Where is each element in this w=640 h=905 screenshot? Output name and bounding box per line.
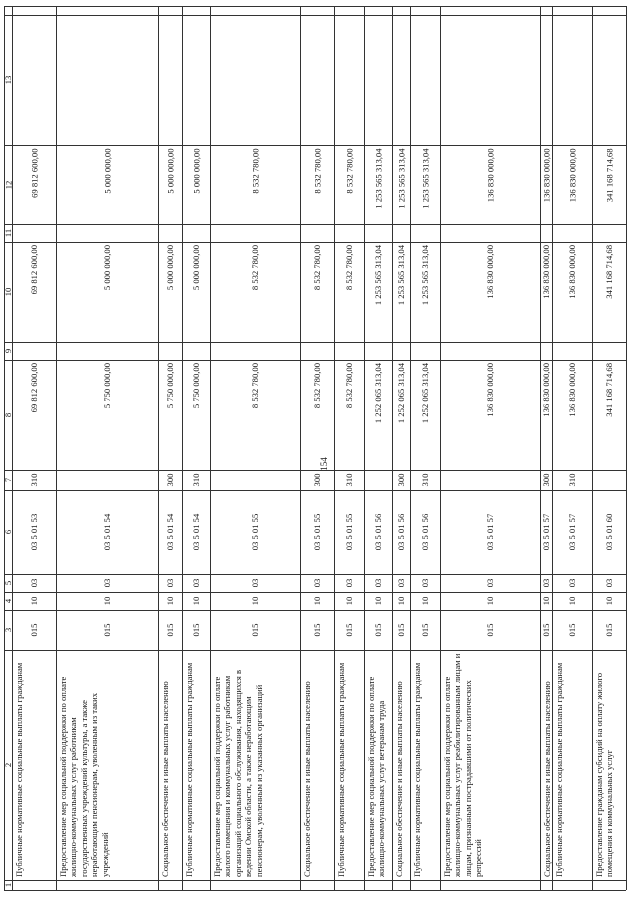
table-cell-r9-c9 — [392, 342, 410, 360]
header-col-4: 4 — [2, 598, 13, 604]
table-cell-r12-c13 — [540, 15, 552, 145]
table-cell-r6-c8: 8 532 780,00 — [311, 363, 322, 409]
table-cell-r1-c2: Публичные нормативные социальные выплаты гражданам — [14, 662, 24, 877]
table-cell-r1-c3: 015 — [28, 623, 39, 637]
table-cell-r7-c11 — [334, 224, 364, 242]
table-cell-r6-c3: 015 — [311, 623, 322, 637]
header-col-1: 1 — [2, 882, 13, 888]
table-cell-r4-c5: 03 — [190, 578, 201, 588]
table-cell-r11-c10: 136 830 000,00 — [484, 245, 495, 299]
table-cell-r9-c4: 10 — [395, 596, 406, 606]
header-col-12: 12 — [2, 180, 13, 189]
header-col-3: 3 — [2, 627, 13, 633]
table-cell-r14-c10: 341 168 714,68 — [603, 245, 614, 299]
table-cell-r11-c13 — [440, 15, 540, 145]
table-cell-r1-c12: 69 812 600,00 — [28, 148, 39, 198]
table-cell-r9-c6: 03 5 01 56 — [395, 513, 406, 551]
table-cell-r6-c10: 8 532 780,00 — [311, 245, 322, 291]
table-cell-r7-c5: 03 — [343, 578, 354, 588]
table-cell-r4-c2: Публичные нормативные социальные выплаты гражданам — [184, 662, 194, 877]
table-cell-r2-c9 — [56, 342, 158, 360]
table-cell-r13-c12: 136 830 000,00 — [566, 148, 577, 202]
table-cell-r4-c12: 5 000 000,00 — [190, 148, 201, 194]
table-cell-r12-c9 — [540, 342, 552, 360]
table-cell-r6-c9 — [300, 342, 334, 360]
table-cell-r12-c8: 136 830 000,00 — [540, 363, 551, 417]
table-cell-r12-c6: 03 5 01 57 — [540, 513, 551, 551]
table-cell-r2-c3: 015 — [101, 623, 112, 637]
table-cell-r8-c8: 1 252 065 313,04 — [372, 363, 383, 424]
table-cell-r7-c12: 8 532 780,00 — [343, 148, 354, 194]
table-cell-r12-c12: 136 830 000,00 — [540, 148, 551, 202]
table-cell-r8-c6: 03 5 01 56 — [372, 513, 383, 551]
table-cell-r2-c5: 03 — [101, 578, 112, 588]
table-cell-r5-c9 — [210, 342, 300, 360]
table-cell-r4-c13 — [182, 15, 210, 145]
table-cell-r14-c2: Предоставление гражданам субсидий на оплату жилого помещения и коммунальных услуг — [594, 672, 615, 877]
table-cell-r1-c5: 03 — [28, 578, 39, 588]
page-number: 154 — [319, 457, 329, 471]
header-col-10: 10 — [2, 287, 13, 297]
table-cell-r3-c9 — [158, 342, 182, 360]
table-cell-r13-c9 — [552, 342, 592, 360]
table-cell-r2-c4: 10 — [101, 596, 112, 606]
table-cell-r5-c10: 8 532 780,00 — [249, 245, 260, 291]
header-col-2: 2 — [2, 762, 13, 768]
table-cell-r9-c7: 300 — [395, 473, 406, 487]
table-cell-r7-c8: 8 532 780,00 — [343, 363, 354, 409]
table-cell-r9-c11 — [392, 224, 410, 242]
table-cell-r13-c13 — [552, 15, 592, 145]
table-cell-r12-c4: 10 — [540, 596, 551, 606]
table-cell-r6-c13 — [300, 15, 334, 145]
table-cell-r10-c5: 03 — [419, 578, 430, 588]
table-cell-r13-c5: 03 — [566, 578, 577, 588]
header-col-6: 6 — [2, 529, 13, 535]
table-cell-r8-c3: 015 — [372, 623, 383, 637]
table-cell-r6-c4: 10 — [311, 596, 322, 606]
table-cell-r2-c10: 5 000 000,00 — [101, 245, 112, 291]
table-cell-r13-c2: Публичные нормативные социальные выплаты гражданам — [554, 662, 564, 877]
table-cell-r3-c3: 015 — [164, 623, 175, 637]
table-cell-r4-c6: 03 5 01 54 — [190, 513, 201, 551]
table-cell-r14-c12: 341 168 714,68 — [603, 148, 614, 202]
table-cell-r14-c4: 10 — [603, 596, 614, 606]
table-cell-r8-c2: Предоставление мер социальной поддержки по оплате жилищно-коммунальных услуг ветеранам труда — [366, 676, 387, 877]
table-cell-r9-c3: 015 — [395, 623, 406, 637]
table-cell-r9-c2: Социальное обеспечение и иные выплаты населению — [394, 681, 404, 877]
header-col-5: 5 — [2, 580, 13, 586]
table-cell-r11-c8: 136 830 000,00 — [484, 363, 495, 417]
table-cell-r6-c12: 8 532 780,00 — [311, 148, 322, 194]
table-cell-r9-c8: 1 252 065 313,04 — [395, 363, 406, 424]
table-cell-r14-c5: 03 — [603, 578, 614, 588]
table-cell-r11-c7 — [440, 470, 540, 490]
table-cell-r6-c6: 03 5 01 55 — [311, 513, 322, 551]
table-cell-r10-c8: 1 252 065 313,04 — [419, 363, 430, 424]
table-cell-r12-c11 — [540, 224, 552, 242]
table-cell-r10-c2: Публичные нормативные социальные выплаты гражданам — [412, 662, 422, 877]
header-col-8: 8 — [2, 412, 13, 418]
table-cell-r10-c4: 10 — [419, 596, 430, 606]
table-cell-r1-c4: 10 — [28, 596, 39, 606]
header-col-9: 9 — [2, 348, 13, 354]
table-cell-r4-c3: 015 — [190, 623, 201, 637]
table-cell-r8-c11 — [364, 224, 392, 242]
table-cell-r11-c12: 136 830 000,00 — [484, 148, 495, 202]
table-cell-r1-c9 — [12, 342, 56, 360]
table-cell-r5-c5: 03 — [249, 578, 260, 588]
table-cell-r3-c11 — [158, 224, 182, 242]
table-cell-r11-c9 — [440, 342, 540, 360]
table-cell-r3-c2: Социальное обеспечение и иные выплаты населению — [160, 681, 170, 877]
table-cell-r5-c4: 10 — [249, 596, 260, 606]
header-col-13: 13 — [2, 75, 13, 85]
table-cell-r3-c7: 300 — [164, 473, 175, 487]
table-cell-r8-c13 — [364, 15, 392, 145]
table-cell-r5-c3: 015 — [249, 623, 260, 637]
table-cell-r8-c7 — [364, 470, 392, 490]
table-cell-r11-c6: 03 5 01 57 — [484, 513, 495, 551]
table-cell-r7-c13 — [334, 15, 364, 145]
table-cell-r1-c6: 03 5 01 53 — [28, 513, 39, 551]
table-cell-r3-c6: 03 5 01 54 — [164, 513, 175, 551]
table-cell-r12-c5: 03 — [540, 578, 551, 588]
table-cell-r14-c8: 341 168 714,68 — [603, 363, 614, 417]
table-cell-r4-c8: 5 750 000,00 — [190, 363, 201, 409]
table-cell-r1-c7: 310 — [28, 473, 39, 487]
table-cell-r5-c2: Предоставление мер социальной поддержки по оплате жилого помещения и коммунальных услуг работникам организаций социального обслуживания, находящихся в ведении Омской области, а также неработающим пенсионерам, уволенным из указанных организаций — [212, 669, 264, 877]
table-cell-r13-c7: 310 — [566, 473, 577, 487]
table-cell-r11-c2: Предоставление мер социальной поддержки по оплате жилищно-коммунальных услуг реабилитированным лицам и лицам, признанным пострадавшими от политических репрессий — [442, 653, 484, 877]
table-cell-r2-c7 — [56, 470, 158, 490]
table-cell-r12-c3: 015 — [540, 623, 551, 637]
table-cell-r10-c7: 310 — [419, 473, 430, 487]
table-cell-r7-c9 — [334, 342, 364, 360]
table-cell-r5-c13 — [210, 15, 300, 145]
table-cell-r10-c11 — [410, 224, 440, 242]
table-cell-r5-c7 — [210, 470, 300, 490]
table-cell-r7-c6: 03 5 01 55 — [343, 513, 354, 551]
table-cell-r11-c4: 10 — [484, 596, 495, 606]
table-cell-r12-c7: 300 — [540, 473, 551, 487]
table-cell-r9-c12: 1 253 565 313,04 — [395, 148, 406, 209]
table-cell-r3-c4: 10 — [164, 596, 175, 606]
table-cell-r9-c5: 03 — [395, 578, 406, 588]
table-cell-r6-c7: 300 — [311, 473, 322, 487]
table-cell-r4-c10: 5 000 000,00 — [190, 245, 201, 291]
table-cell-r2-c13 — [56, 15, 158, 145]
table-cell-r6-c5: 03 — [311, 578, 322, 588]
table-cell-r7-c7: 310 — [343, 473, 354, 487]
table-cell-r2-c6: 03 5 01 54 — [101, 513, 112, 551]
table-cell-r10-c12: 1 253 565 313,04 — [419, 148, 430, 209]
table-cell-r10-c10: 1 253 565 313,04 — [419, 245, 430, 306]
table-cell-r5-c12: 8 532 780,00 — [249, 148, 260, 194]
table-cell-r7-c3: 015 — [343, 623, 354, 637]
table-cell-r14-c3: 015 — [603, 623, 614, 637]
table-cell-r13-c6: 03 5 01 57 — [566, 513, 577, 551]
table-cell-r10-c6: 03 5 01 56 — [419, 513, 430, 551]
table-cell-r7-c10: 8 532 780,00 — [343, 245, 354, 291]
table-cell-r7-c2: Публичные нормативные социальные выплаты гражданам — [336, 662, 346, 877]
table-cell-r11-c5: 03 — [484, 578, 495, 588]
table-cell-r13-c3: 015 — [566, 623, 577, 637]
table-cell-r1-c8: 69 812 600,00 — [28, 363, 39, 413]
table-cell-r9-c13 — [392, 15, 410, 145]
table-cell-r13-c11 — [552, 224, 592, 242]
table-cell-r3-c5: 03 — [164, 578, 175, 588]
table-cell-r2-c2: Предоставление мер социальной поддержки по оплате жилищно-коммунальных услуг работникам государственных учреждений культуры, а также неработающим пенсионерам, уволенным из таких учреждений — [58, 676, 110, 877]
table-cell-r4-c7: 310 — [190, 473, 201, 487]
header-col-11: 11 — [2, 228, 13, 238]
table-cell-r3-c10: 5 000 000,00 — [164, 245, 175, 291]
table-cell-r1-c11 — [12, 224, 56, 242]
table-cell-r2-c8: 5 750 000,00 — [101, 363, 112, 409]
table-cell-r8-c10: 1 253 565 313,04 — [372, 245, 383, 306]
table-cell-r8-c5: 03 — [372, 578, 383, 588]
table-cell-r8-c4: 10 — [372, 596, 383, 606]
table-cell-r3-c13 — [158, 15, 182, 145]
table-cell-r10-c9 — [410, 342, 440, 360]
table-cell-r8-c9 — [364, 342, 392, 360]
table-cell-r14-c6: 03 5 01 60 — [603, 513, 614, 551]
table-cell-r5-c6: 03 5 01 55 — [249, 513, 260, 551]
table-cell-r14-c7 — [592, 470, 626, 490]
table-cell-r4-c4: 10 — [190, 596, 201, 606]
table-cell-r6-c11 — [300, 224, 334, 242]
table-cell-r7-c4: 10 — [343, 596, 354, 606]
table-cell-r10-c13 — [410, 15, 440, 145]
table-cell-r5-c8: 8 532 780,00 — [249, 363, 260, 409]
table-cell-r14-c9 — [592, 342, 626, 360]
header-col-7: 7 — [2, 477, 13, 483]
table-cell-r4-c11 — [182, 224, 210, 242]
table-cell-r2-c11 — [56, 224, 158, 242]
table-cell-r11-c3: 015 — [484, 623, 495, 637]
table-cell-r5-c11 — [210, 224, 300, 242]
table-cell-r12-c2: Социальное обеспечение и иные выплаты населению — [542, 681, 552, 877]
table-cell-r13-c8: 136 830 000,00 — [566, 363, 577, 417]
table-cell-r6-c2: Социальное обеспечение и иные выплаты населению — [302, 681, 312, 877]
table-cell-r9-c10: 1 253 565 313,04 — [395, 245, 406, 306]
table-cell-r3-c8: 5 750 000,00 — [164, 363, 175, 409]
table-cell-r1-c10: 69 812 600,00 — [28, 245, 39, 295]
table-cell-r1-c13 — [12, 15, 56, 145]
table-cell-r14-c13 — [592, 15, 626, 145]
table-cell-r13-c10: 136 830 000,00 — [566, 245, 577, 299]
table-cell-r4-c9 — [182, 342, 210, 360]
table-cell-r2-c12: 5 000 000,00 — [101, 148, 112, 194]
table-cell-r3-c12: 5 000 000,00 — [164, 148, 175, 194]
table-cell-r13-c4: 10 — [566, 596, 577, 606]
table-cell-r10-c3: 015 — [419, 623, 430, 637]
table-cell-r8-c12: 1 253 565 313,04 — [372, 148, 383, 209]
table-cell-r14-c11 — [592, 224, 626, 242]
table-cell-r12-c10: 136 830 000,00 — [540, 245, 551, 299]
table-cell-r11-c11 — [440, 224, 540, 242]
